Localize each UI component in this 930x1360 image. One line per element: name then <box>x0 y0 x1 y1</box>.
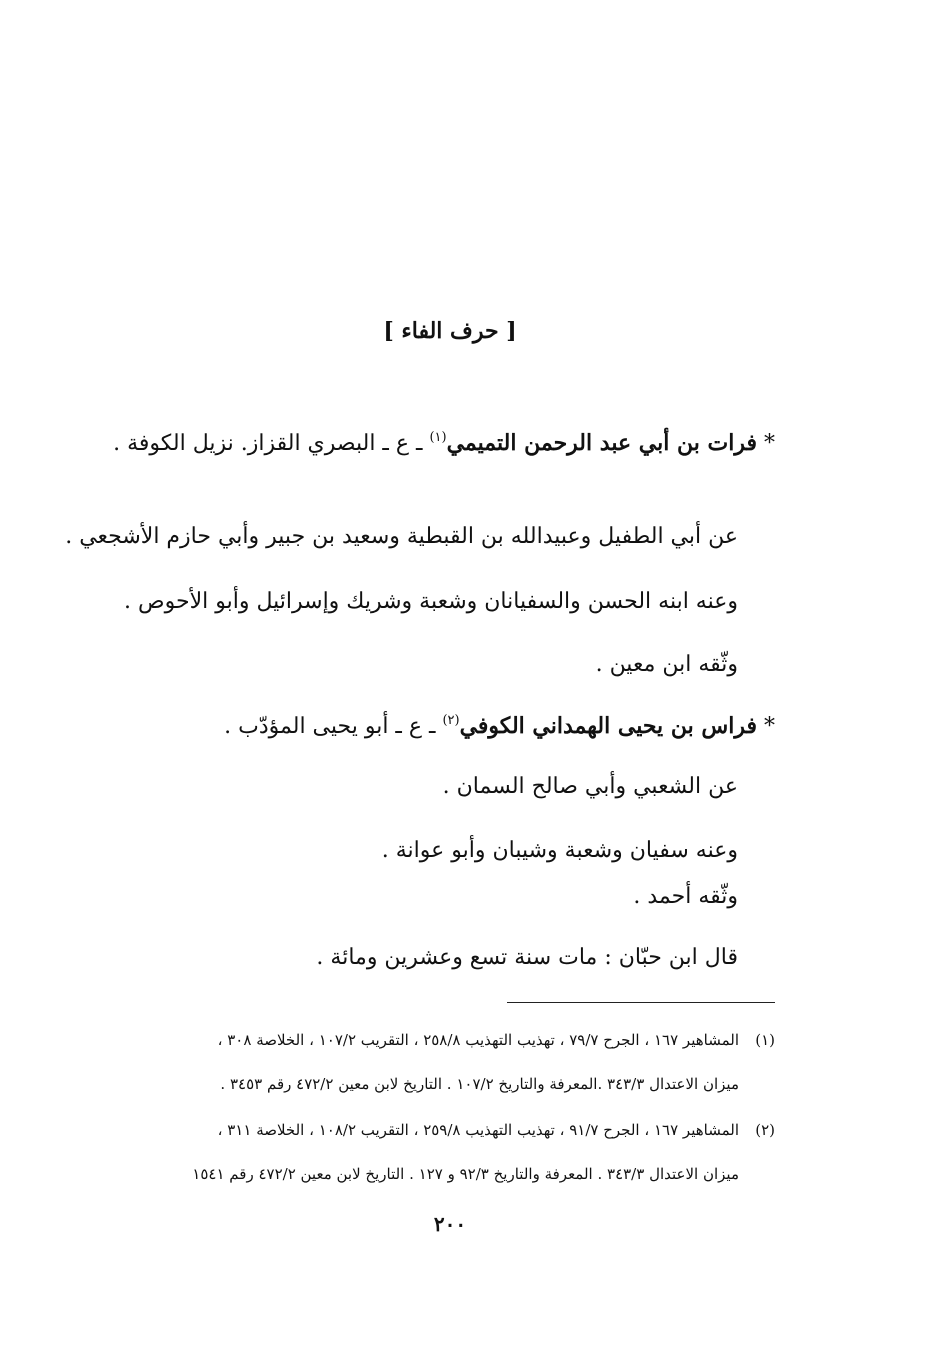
page-number: ٢٠٠ <box>433 1212 467 1236</box>
footnote-1 <box>105 1018 775 1106</box>
footnote-2-line-2: ميزان الاعتدال ٣٤٣/٣ . المعرفة والتاريخ ٩٢/٣ و ١٢٧ . التاريخ لابن معين ٤٧٢/٢ رقم ١٥٤١ <box>192 1165 739 1183</box>
chapter-heading: [ حرف الفاء ] <box>383 318 517 344</box>
footnote-ref-2[interactable]: (٢) <box>442 713 460 728</box>
footnote-ref-1[interactable]: (١) <box>429 430 447 445</box>
entry-2-authentication: وثّقه أحمد . <box>633 884 738 909</box>
entry-marker: * <box>764 431 775 456</box>
entry-2-teachers: عن الشعبي وأبي صالح السمان . <box>442 774 738 799</box>
entry-1-teachers: عن أبي الطفيل وعبيدالله بن القبطية وسعيد بن جبير وأبي حازم الأشجعي . <box>65 524 738 549</box>
footnote-1-line-1: المشاهير ١٦٧ ، الجرح ٧٩/٧ ، تهذيب التهذيب ٢٥٨/٨ ، التقريب ١٠٧/٢ ، الخلاصة ٣٠٨ ، <box>217 1031 739 1049</box>
entry-2-title-line <box>224 711 775 742</box>
entry-1-description: ـ ع ـ البصري القزاز. نزيل الكوفة . <box>113 431 423 456</box>
entry-2-students: وعنه سفيان وشعبة وشيبان وأبو عوانة . <box>381 838 738 863</box>
entry-1-students: وعنه ابنه الحسن والسفيانان وشعبة وشريك وإسرائيل وأبو الأحوص . <box>124 589 738 614</box>
entry-1-name: فرات بن أبي عبد الرحمن التميمي <box>446 430 757 456</box>
entry-2-name: فراس بن يحيى الهمداني الكوفي <box>459 713 757 739</box>
entry-1-authentication: وثّقه ابن معين . <box>595 652 738 677</box>
entry-2-description: ـ ع ـ أبو يحيى المؤدّب . <box>224 714 436 739</box>
footnote-1-number: (١) <box>755 1031 775 1049</box>
entry-1-title-paragraph <box>107 422 775 465</box>
footnote-separator <box>507 1002 775 1003</box>
footnote-2 <box>105 1108 775 1196</box>
footnote-2-number: (٢) <box>755 1121 775 1139</box>
entry-2-death-note: قال ابن حبّان : مات سنة تسع وعشرين ومائة . <box>316 945 738 970</box>
entry-marker: * <box>764 714 775 739</box>
footnote-1-line-2: ميزان الاعتدال ٣٤٣/٣ .المعرفة والتاريخ ١٠٧/٢ . التاريخ لابن معين ٤٧٢/٢ رقم ٣٤٥٣ . <box>220 1075 739 1093</box>
footnote-2-line-1: المشاهير ١٦٧ ، الجرح ٩١/٧ ، تهذيب التهذيب ٢٥٩/٨ ، التقريب ١٠٨/٢ ، الخلاصة ٣١١ ، <box>217 1121 739 1139</box>
